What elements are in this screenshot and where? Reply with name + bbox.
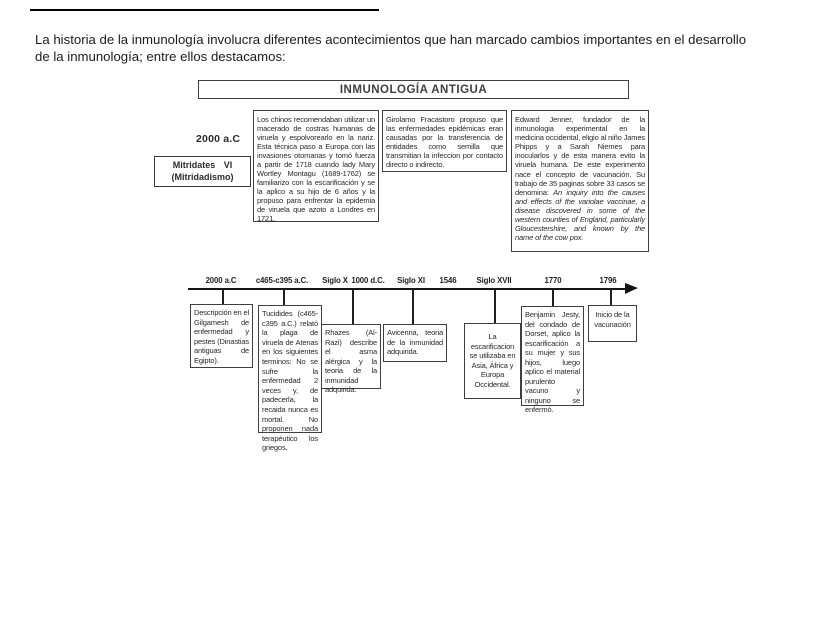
timeline-connector xyxy=(412,289,414,324)
section-title: INMUNOLOGÍA ANTIGUA xyxy=(339,84,488,96)
timeline-connector xyxy=(222,289,224,304)
timeline-event-box-rhazes: Rhazes (Al-Razi) describe el asma alérgica y la teoria de la inmunidad adquirida. xyxy=(321,324,381,389)
intro-line-1: La historia de la inmunología involucra diferentes acontecimientos que han marcado cambios importantes en el desarrollo xyxy=(35,32,747,47)
mitridates-line-2: (Mitridadismo) xyxy=(171,171,234,182)
timeline-arrowhead-icon xyxy=(625,283,638,294)
page-top-rule xyxy=(30,9,379,11)
timeline-date-label: 2000 a.C xyxy=(205,276,237,285)
timeline-event-box-jesty: Benjamin Jesty, del condado de Dorset, aplico la escarificación a su mujer y sus hijos, luego aplico el material purulento vacuno y ninguno se enfermó. xyxy=(521,306,584,406)
event-box-fracastoro: Girolamo Fracastoro propuso que las enfermedades epidémicas eran causadas por la transferencia de entidades como semilla que transmitian la infeccion por contacto directo o indirecto. xyxy=(382,110,507,172)
timeline-event-box-avicenna: Avicenna, teoria de la inmunidad adquirida. xyxy=(383,324,447,362)
timeline-connector xyxy=(352,289,354,324)
timeline-axis xyxy=(188,288,630,290)
timeline-connector xyxy=(552,289,554,306)
timeline-connector xyxy=(494,289,496,323)
timeline-event-box-escarificacion: La escarificacion se utilizaba en Asia, África y Europa Occidental. xyxy=(464,323,521,399)
timeline-connector xyxy=(610,289,612,305)
timeline-date-label: 1770 xyxy=(544,276,562,285)
intro-paragraph xyxy=(35,31,805,65)
mitridates-box xyxy=(154,156,251,187)
timeline-date-label: Siglo XI xyxy=(397,276,425,285)
event-box-jenner xyxy=(511,110,649,252)
jenner-text: Edward Jenner, fundador de la inmunologia experimental en la medicina occidental, eligio al niño James Phipps y a Sarah Niemes para inocularlos y de esta manera evito la viruela humana. De este experimento nace el concepto de vacunación. Su trabajo de 35 paginas sobre 33 casos se denomina: xyxy=(515,115,645,197)
era-label-2000ac: 2000 a.C xyxy=(196,133,241,145)
timeline-date-label: Siglo XVII xyxy=(476,276,512,285)
section-title-box xyxy=(198,80,629,99)
timeline-date-label: 1000 d.C. xyxy=(351,276,385,285)
timeline-event-box-tucidides: Tucidides (c465-c395 a.C.) relató la plaga de viruela de Atenas en los siguientes terminos: No se sufre la enfermedad 2 veces y, de padecerla, la recaida nunca es mortal. No proponen nada terapéutico los griegos. xyxy=(258,305,322,433)
timeline-connector xyxy=(283,289,285,305)
timeline-event-box-gilgamesh: Descripción en el Gilgamesh de enfermedad y pestes (Dinastias antiguas de Egipto). xyxy=(190,304,253,368)
timeline-date-label: c465-c395 a.C. xyxy=(255,276,309,285)
timeline-date-label: Siglo X xyxy=(322,276,348,285)
intro-line-2: de la inmunología; entre ellos destacamos: xyxy=(35,49,286,64)
mitridates-line-1: Mitridates VI xyxy=(172,160,233,170)
timeline-date-label: 1796 xyxy=(599,276,617,285)
event-box-variolacion-china: Los chinos recomendaban utilizar un macerado de costras humanas de viruela y espolvorearlo en la nariz. Esta técnica paso a Europa con las invasiones otomanas y tomó fuerza a partir de 1718 cuando lady Mary Wortley Montagu (1689-1762) se familiarizo con la escarificación y se la aplico a su hijo de 6 años y la propuso para enfrentar la epidemia de viruela que azoto a Londres en 1721. xyxy=(253,110,379,222)
timeline-date-label: 1546 xyxy=(439,276,457,285)
timeline-event-box-inicio-vacunacion: Inicio de la vacunación xyxy=(588,305,637,342)
jenner-citation-italic: An inquiry into the causes and effects of the variolae vaccinae, a disease discovered in some of the western counties of England, particularly Gloucestershire, and known by the name of the cow pox. xyxy=(515,187,646,243)
